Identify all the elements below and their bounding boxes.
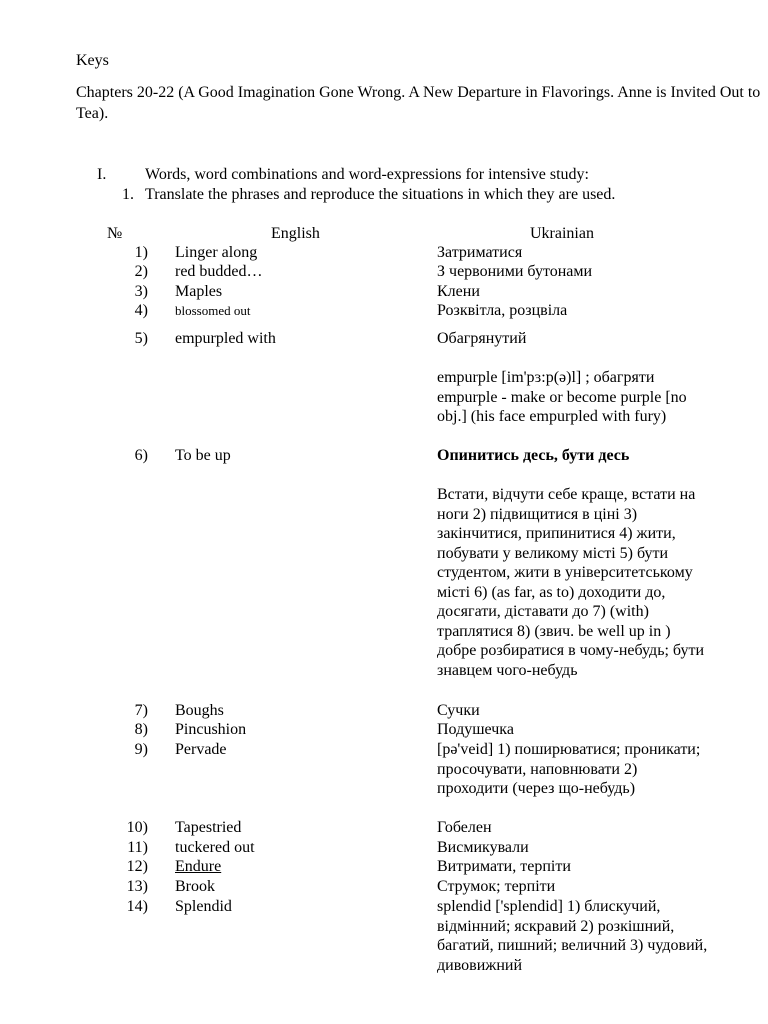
row-number: 11) <box>127 839 148 856</box>
row-ukrainian: З червоними бутонами <box>437 263 593 280</box>
row-number: 9) <box>134 741 148 758</box>
section-numeral: I. <box>97 166 107 183</box>
row-number: 8) <box>134 721 148 738</box>
row-english: tuckered out <box>175 839 255 856</box>
row-ukrainian-main: Обагрянутий <box>437 330 527 347</box>
row-ukrainian: Затриматися <box>437 244 523 261</box>
row-ukrainian-extra: Встати, відчути себе краще, встати на ноги 2) підвищитися в ціні 3) закінчитися, припинитися 4) жити, побувати у великому місті 5) бути студентом, жити в університетському місті 6) (as far, as to) доходити до, досягати, діставати до 7) (with) траплятися 8) (звич. be well up in ) добре розбиратися в чому-небудь; бути знавцем чого-небудь <box>437 486 705 679</box>
row-ukrainian: splendid ['splendid] 1) блискучий, відмінний; яскравий 2) розкішний, багатий, пишний; величний 3) чудовий, дивовижний <box>437 898 708 974</box>
row-english: To be up <box>175 447 231 464</box>
row-english: red budded… <box>175 263 263 280</box>
row-english: blossomed out <box>175 303 251 318</box>
row-number: 5) <box>134 330 148 347</box>
row-number: 1) <box>134 244 148 261</box>
column-header-english: English <box>271 225 320 242</box>
row-ukrainian: Подушечка <box>437 721 514 738</box>
row-number: 2) <box>134 263 148 280</box>
row-english: empurpled with <box>175 330 276 347</box>
row-ukrainian: Сучки <box>437 702 480 719</box>
row-number: 14) <box>126 898 148 915</box>
row-english: Brook <box>175 878 215 895</box>
row-ukrainian-main: Опинитись десь, бути десь <box>437 447 630 464</box>
row-english: Pincushion <box>175 721 247 738</box>
task-number: 1. <box>122 186 134 203</box>
row-number: 13) <box>126 878 148 895</box>
row-english: Endure <box>175 858 222 875</box>
row-number: 12) <box>126 858 148 875</box>
row-ukrainian: Струмок; терпіти <box>437 878 556 895</box>
row-number: 6) <box>134 447 148 464</box>
row-english: Boughs <box>175 702 224 719</box>
row-english: Splendid <box>175 898 232 915</box>
row-ukrainian <box>437 446 709 680</box>
document-title: Keys <box>76 52 109 69</box>
row-ukrainian-extra: empurple [im'pɜ:p(ə)l] ; обагряти empurple - make or become purple [no obj.] (his face empurpled with fury) <box>437 369 687 425</box>
row-ukrainian: Висмикували <box>437 839 529 856</box>
row-number: 10) <box>126 819 148 836</box>
row-ukrainian: Клени <box>437 283 480 300</box>
row-english: Maples <box>175 283 223 300</box>
row-english: Tapestried <box>175 819 242 836</box>
row-english: Linger along <box>175 244 258 261</box>
row-ukrainian: Гобелен <box>437 819 492 836</box>
row-ukrainian <box>437 329 709 427</box>
row-number: 7) <box>134 702 148 719</box>
task-text: Translate the phrases and reproduce the situations in which they are used. <box>145 186 616 203</box>
row-number: 4) <box>134 302 148 319</box>
row-number: 3) <box>134 283 148 300</box>
chapters-heading: Chapters 20-22 (A Good Imagination Gone Wrong. A New Departure in Flavorings. Anne is Invited Out to Tea). <box>76 84 761 122</box>
column-header-number: № <box>107 225 123 242</box>
row-ukrainian: [pə'veid] 1) поширюватися; проникати; просочувати, наповнювати 2) проходити (через що-небудь) <box>437 741 701 797</box>
column-header-ukrainian: Ukrainian <box>530 225 594 242</box>
section-text: Words, word combinations and word-expressions for intensive study: <box>145 166 589 183</box>
row-ukrainian: Витримати, терпіти <box>437 858 571 875</box>
row-english: Pervade <box>175 741 227 758</box>
row-ukrainian: Розквітла, розцвіла <box>437 302 568 319</box>
